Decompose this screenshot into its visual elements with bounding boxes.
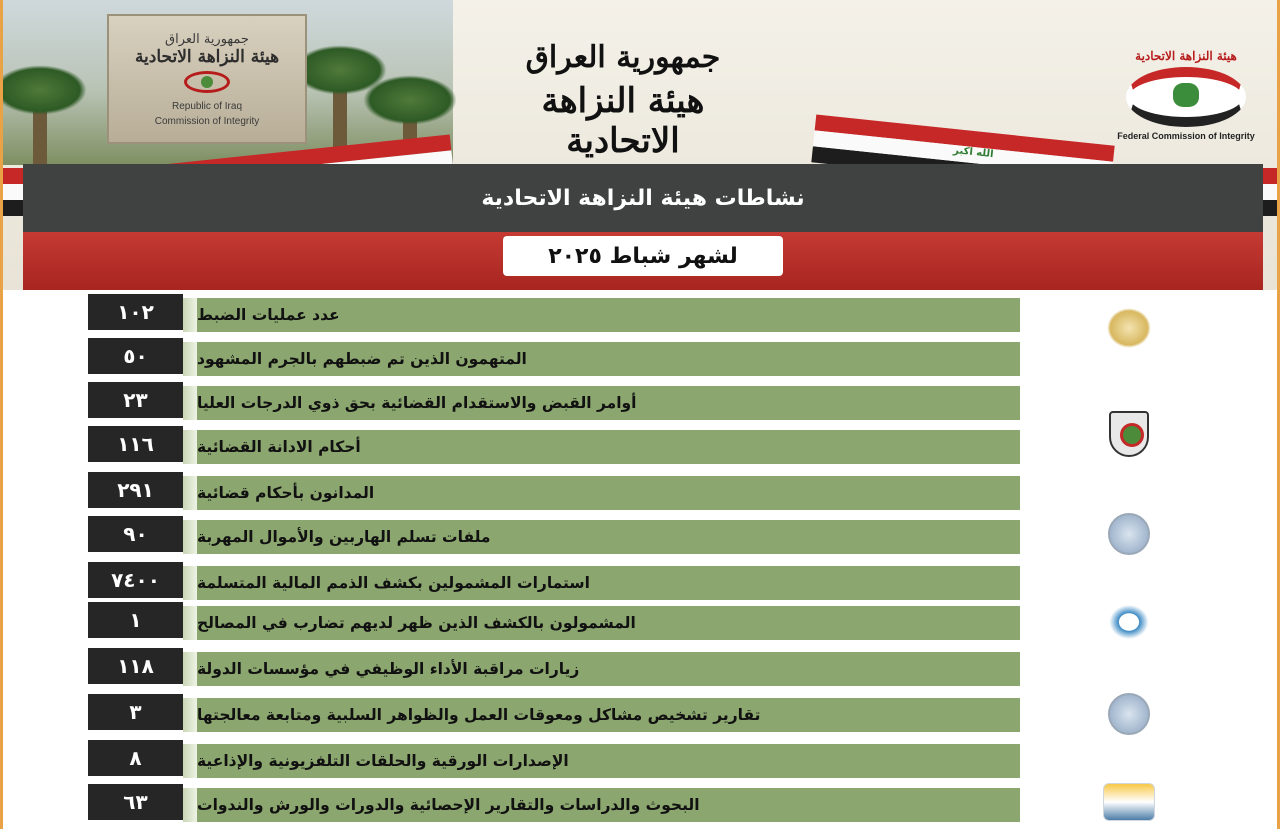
stats-list (3, 290, 1280, 829)
list-item (88, 516, 1043, 552)
row-label: الإصدارات الورقية والحلقات التلفزيونية والإذاعية (183, 744, 1020, 778)
palm-tree (33, 95, 47, 165)
shield-logo-icon (1099, 408, 1159, 460)
academy-seal-icon (1099, 508, 1159, 560)
commission-logo (1111, 30, 1261, 160)
sign-line-1: جمهورية العراق (165, 31, 249, 47)
title-line-2: هيئة النزاهة الاتحادية (541, 81, 705, 161)
iraq-map-emblem-icon (1126, 67, 1246, 127)
row-value: ٢٩١ (88, 472, 183, 508)
list-item (88, 382, 1043, 418)
row-label: استمارات المشمولين بكشف الذمم المالية المتسلمة (183, 566, 1020, 600)
row-label: تقارير تشخيص مشاكل ومعوقات العمل والظواهر السلبية ومتابعة معالجتها (183, 698, 1020, 732)
logo-english-text: Federal Commission of Integrity (1117, 131, 1255, 141)
sunrise-logo-icon (1099, 776, 1159, 828)
sign-line-2: هيئة النزاهة الاتحادية (134, 46, 280, 67)
ribbon-text: الله اكبر (952, 144, 995, 161)
list-item (88, 562, 1043, 598)
row-value: ١٠٢ (88, 294, 183, 330)
list-item (88, 426, 1043, 462)
row-value: ٣ (88, 694, 183, 730)
row-label: المدانون بأحكام قضائية (183, 476, 1020, 510)
row-value: ٧٤٠٠ (88, 562, 183, 598)
activities-title: نشاطات هيئة النزاهة الاتحادية (481, 186, 805, 211)
title-line-1: جمهورية العراق (525, 40, 721, 75)
row-value: ٩٠ (88, 516, 183, 552)
row-label: المشمولون بالكشف الذين ظهر لديهم تضارب في المصالح (183, 606, 1020, 640)
list-item (88, 338, 1043, 374)
row-value: ٦٣ (88, 784, 183, 820)
row-value: ١١٦ (88, 426, 183, 462)
sign-en-2: Commission of Integrity (154, 115, 260, 127)
row-label: زيارات مراقبة الأداء الوظيفي في مؤسسات الدولة (183, 652, 1020, 686)
list-item (88, 740, 1043, 776)
logo-arabic-text: هيئة النزاهة الاتحادية (1135, 49, 1237, 63)
row-label: البحوث والدراسات والتقارير الإحصائية والدورات والورش والندوات (183, 788, 1020, 822)
list-item (88, 602, 1043, 638)
list-item (88, 648, 1043, 684)
row-label: أوامر القبض والاستقدام القضائية بحق ذوي الدرجات العليا (183, 386, 1020, 420)
swoosh-logo-icon (1099, 596, 1159, 648)
header (3, 0, 1280, 290)
row-label: ملفات تسلم الهاربين والأموال المهربة (183, 520, 1020, 554)
eye-emblem-icon (184, 71, 230, 93)
list-item (88, 294, 1043, 330)
list-item (88, 784, 1043, 820)
row-value: ٨ (88, 740, 183, 776)
row-value: ٥٠ (88, 338, 183, 374)
row-value: ١١٨ (88, 648, 183, 684)
media-seal-icon (1099, 688, 1159, 740)
row-label: عدد عمليات الضبط (183, 298, 1020, 332)
list-item (88, 694, 1043, 730)
building-sign (107, 14, 307, 144)
sign-en-1: Republic of Iraq (171, 100, 243, 112)
row-value: ٢٣ (88, 382, 183, 418)
month-subtitle: لشهر شباط ٢٠٢٥ (503, 236, 783, 276)
list-item (88, 472, 1043, 508)
row-label: المتهمون الذين تم ضبطهم بالجرم المشهود (183, 342, 1020, 376)
eagle-logo-icon (1099, 302, 1159, 354)
row-value: ١ (88, 602, 183, 638)
row-label: أحكام الادانة القضائية (183, 430, 1020, 464)
calligraphy-title (483, 40, 763, 161)
